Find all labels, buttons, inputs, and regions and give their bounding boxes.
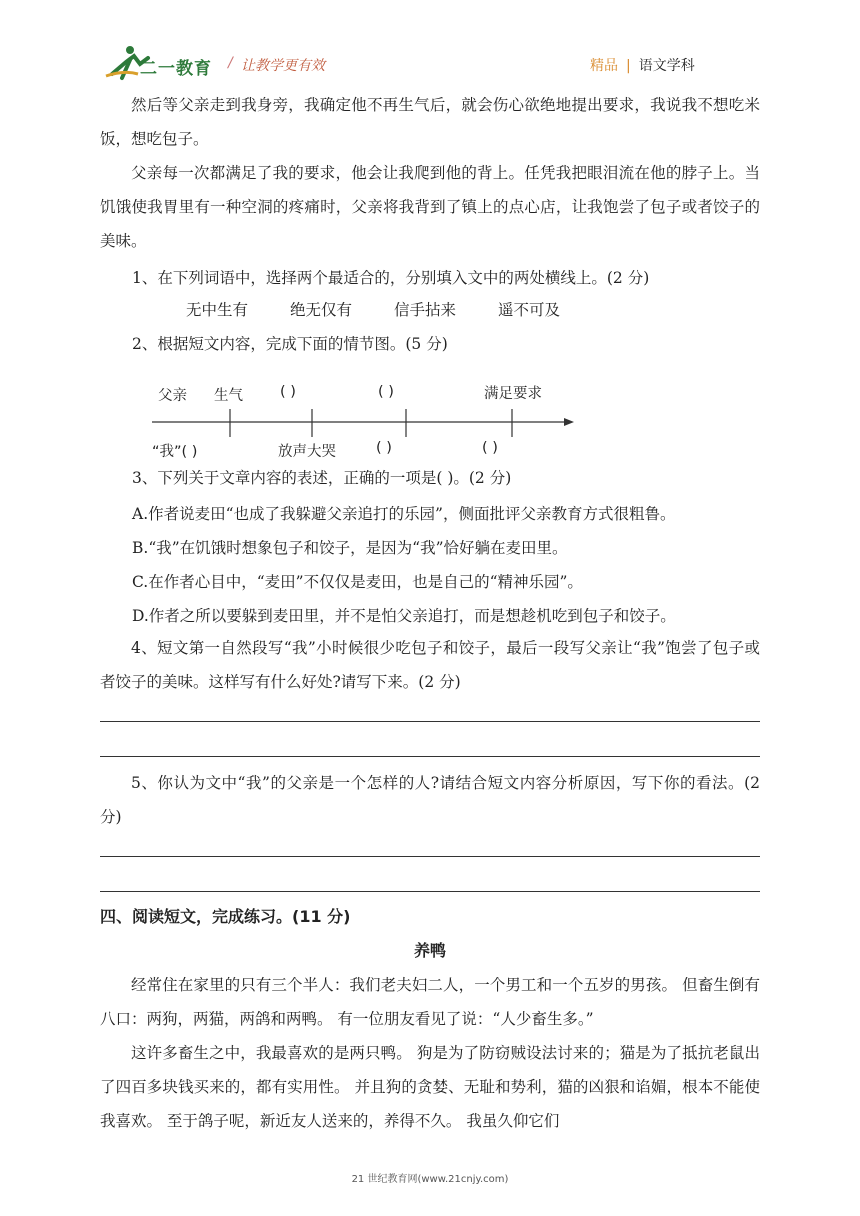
question-5: 5、你认为文中“我”的父亲是一个怎样的人?请结合短文内容分析原因，写下你的看法。(2 分) [100, 774, 760, 826]
answer-line[interactable] [100, 856, 760, 857]
section-heading: 四、阅读短文，完成练习。(11 分) [100, 907, 351, 926]
brand-subject: 语文学科 [638, 58, 695, 74]
plot-top-label: 生气 [214, 388, 243, 404]
plot-top-label: 满足要求 [484, 386, 542, 402]
brand-separator: | [626, 58, 631, 74]
passage-title: 养鸭 [413, 941, 446, 960]
answer-line[interactable] [100, 721, 760, 722]
page-footer: 21 世纪教育网(www.21cnjy.com) [351, 1174, 509, 1185]
story-paragraph: 父亲每一次都满足了我的要求，他会让我爬到他的背上。任凭我把眼泪流在他的脖子上。当饥饿使我胃里有一种空洞的疼痛时，父亲将我背到了镇上的点心店，让我饱尝了包子或者饺子的美味。 [100, 164, 760, 250]
question-3: 3、下列关于文章内容的表述，正确的一项是( )。(2 分) [132, 469, 512, 487]
logo-text: 二一教育 [140, 59, 212, 79]
word-option: 遥不可及 [498, 301, 561, 319]
plot-top-label: 父亲 [158, 388, 187, 404]
brand-tag [590, 55, 695, 75]
answer-line[interactable] [100, 891, 760, 892]
option-b: B.“我”在饥饿时想象包子和饺子，是因为“我”恰好躺在麦田里。 [132, 539, 568, 557]
slogan: 让教学更有效 [241, 58, 325, 74]
answer-line[interactable] [100, 756, 760, 757]
plot-bottom-label: 放声大哭 [278, 444, 336, 460]
word-option: 信手拈来 [394, 301, 457, 319]
option-c: C.在作者心目中，“麦田”不仅仅是麦田，也是自己的“精神乐园”。 [132, 573, 583, 591]
word-option: 无中生有 [186, 301, 249, 319]
plot-timeline-arrow [150, 405, 580, 441]
slogan-separator: / [228, 55, 233, 71]
brand-quality: 精品 [590, 58, 618, 74]
plot-bottom-blank: ( ) [482, 440, 498, 456]
plot-bottom-label: “我”( ) [152, 444, 198, 460]
question-2: 2、根据短文内容，完成下面的情节图。(5 分) [132, 335, 448, 353]
option-d: D.作者之所以要躲到麦田里，并不是怕父亲追打，而是想趁机吃到包子和饺子。 [132, 607, 676, 625]
word-option: 绝无仅有 [290, 301, 353, 319]
page-header [0, 0, 860, 80]
plot-bottom-blank: ( ) [376, 440, 392, 456]
option-a: A.作者说麦田“也成了我躲避父亲追打的乐园”，侧面批评父亲教育方式很粗鲁。 [132, 505, 676, 523]
story-paragraph: 然后等父亲走到我身旁，我确定他不再生气后，就会伤心欲绝地提出要求，我说我不想吃米饭，想吃包子。 [100, 96, 760, 148]
passage-paragraph: 这许多畜生之中，我最喜欢的是两只鸭。 狗是为了防窃贼设法讨来的；猫是为了抵抗老鼠出了四百多块钱买来的，都有实用性。 并且狗的贪婪、无耻和势利，猫的凶狠和谄媚，根本不能使我喜欢。 至于鸽子呢，新近友人送来的，养得不久。 我虽久仰它们 [100, 1044, 760, 1130]
question-1: 1、在下列词语中，选择两个最适合的，分别填入文中的两处横线上。(2 分) [132, 269, 650, 287]
question-4: 4、短文第一自然段写“我”小时候很少吃包子和饺子，最后一段写父亲让“我”饱尝了包子或者饺子的美味。这样写有什么好处?请写下来。(2 分) [100, 639, 760, 691]
plot-top-blank: ( ) [280, 384, 296, 400]
passage-paragraph: 经常住在家里的只有三个半人：我们老夫妇二人，一个男工和一个五岁的男孩。 但畜生倒有八口：两狗，两猫，两鸽和两鸭。 有一位朋友看见了说：“人少畜生多。” [100, 976, 760, 1028]
plot-top-blank: ( ) [378, 384, 394, 400]
